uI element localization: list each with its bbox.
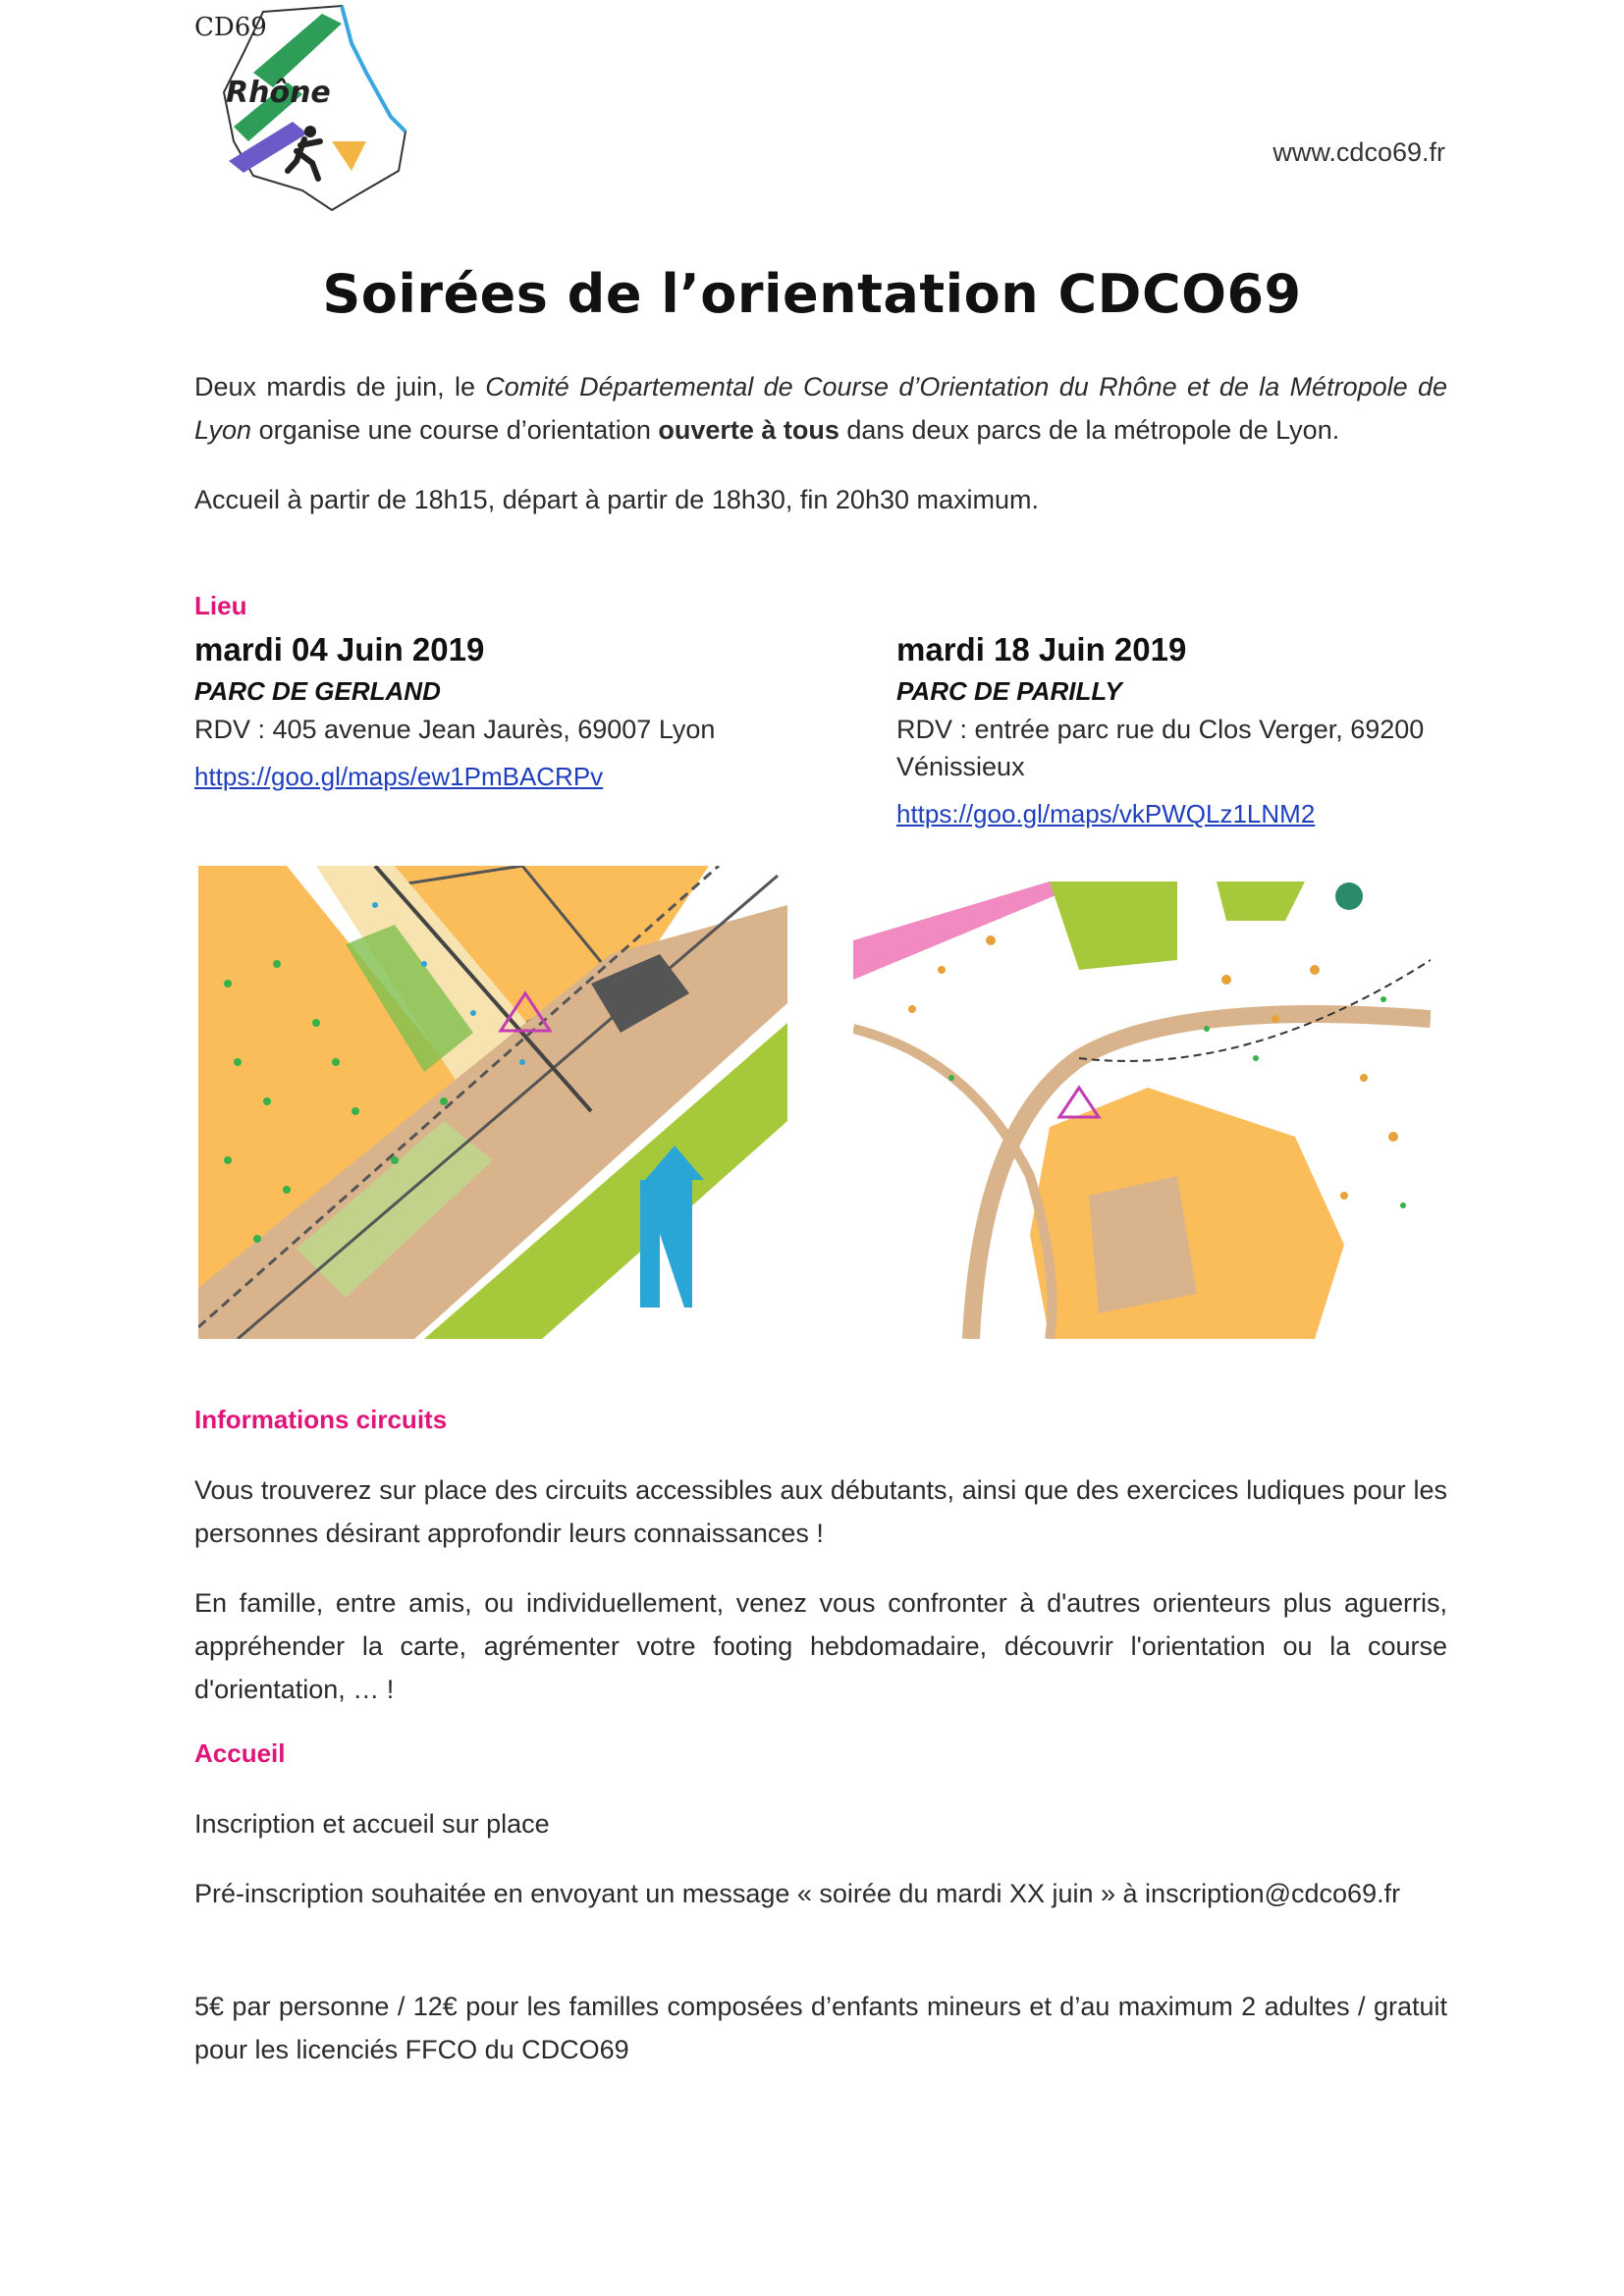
intro-text-mid: organise une course d’orientation [251, 415, 659, 445]
event-park: PARC DE GERLAND [194, 676, 441, 706]
parilly-map-image [853, 881, 1431, 1339]
page-title: Soirées de l’orientation CDCO69 [322, 263, 1302, 325]
gerland-map-image [198, 866, 787, 1339]
accueil-paragraph-3: 5€ par personne / 12€ pour les familles composées d’enfants mineurs et d’au maximum 2 adultes / gratuit pour les licenciés FFCO du CDCO69 [194, 1992, 1447, 2064]
circuits-heading: Informations circuits [194, 1405, 448, 1434]
event-rdv: RDV : 405 avenue Jean Jaurès, 69007 Lyon [194, 715, 716, 744]
circuits-paragraph-2: En famille, entre amis, ou individuellement, venez vous confronter à d'autres orienteurs plus aguerris, appréhender la carte, agrémenter votre footing hebdomadaire, découvrir l'orientation ou la course d'orientation, … ! [194, 1588, 1447, 1704]
cdco69-logo [194, 4, 410, 212]
event-map-link[interactable]: https://goo.gl/maps/ew1PmBACRPv [194, 762, 604, 791]
circuits-paragraph-1: Vous trouverez sur place des circuits accessibles aux débutants, ainsi que des exercices ludiques pour les personnes désirant approfondir leurs connaissances ! [194, 1475, 1447, 1548]
event-date: mardi 04 Juin 2019 [194, 631, 485, 667]
intro-paragraph [194, 365, 1447, 452]
logo-text-region: Rhône [226, 76, 331, 110]
event-rdv: RDV : entrée parc rue du Clos Verger, 69200 Vénissieux [896, 715, 1425, 781]
lieu-heading: Lieu [194, 591, 247, 620]
logo-text-top: CD69 [194, 13, 267, 42]
event-date: mardi 18 Juin 2019 [896, 631, 1187, 667]
intro-text-end: dans deux parcs de la métropole de Lyon. [839, 415, 1340, 445]
intro-text-start: Deux mardis de juin, le [194, 372, 486, 401]
event-park: PARC DE PARILLY [896, 676, 1122, 706]
accueil-paragraph-1: Inscription et accueil sur place [194, 1809, 550, 1839]
intro-schedule: Accueil à partir de 18h15, départ à partir de 18h30, fin 20h30 maximum. [194, 485, 1040, 514]
accueil-heading: Accueil [194, 1738, 286, 1768]
event-parilly [896, 628, 1446, 829]
event-map-link[interactable]: https://goo.gl/maps/vkPWQLz1LNM2 [896, 799, 1316, 828]
accueil-paragraph-2: Pré-inscription souhaitée en envoyant un message « soirée du mardi XX juin » à inscription@cdco69.fr [194, 1879, 1401, 1908]
event-gerland [194, 628, 744, 792]
intro-open-to-all: ouverte à tous [658, 415, 839, 445]
intro-org-name: Comité Départemental de Course d’Orientation du Rhône et de la Métropole de Lyon [194, 372, 1447, 445]
website-url[interactable]: www.cdco69.fr [1272, 137, 1445, 167]
